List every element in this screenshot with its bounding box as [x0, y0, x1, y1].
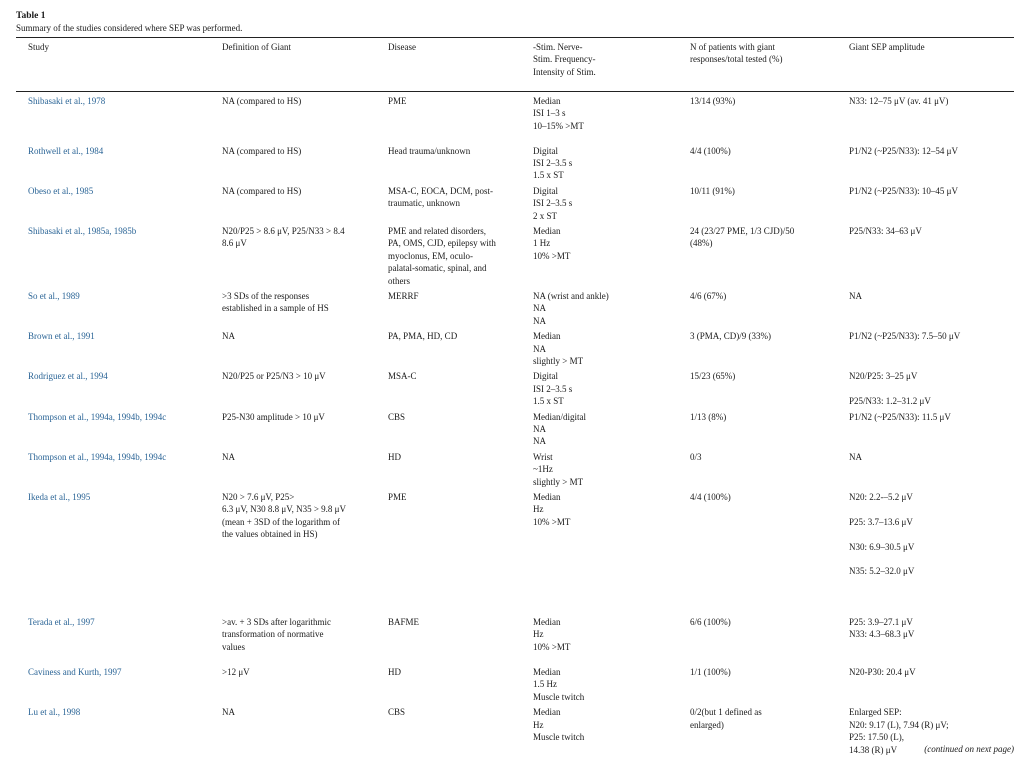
stimulation-cell	[533, 367, 690, 407]
table-row	[16, 703, 1014, 756]
disease-cell	[388, 142, 533, 182]
cell-text-line: P25/N33: 1.2–31.2 μV	[849, 396, 931, 407]
cell-text-line: 14.38 (R) μV	[849, 744, 898, 755]
cell-text-line: >12 μV	[222, 667, 250, 678]
cell-text-line: MERRF	[388, 290, 419, 301]
study-cell[interactable]	[16, 142, 222, 182]
cell-text-line: Median	[533, 96, 561, 106]
cell-text-line: Median	[533, 707, 561, 718]
cell-text-line: Wrist	[533, 451, 553, 462]
cell-text-line: the values obtained in HS)	[222, 529, 318, 540]
cell-text-line: >av. + 3 SDs after logarithmic	[222, 617, 332, 628]
cell-text-line: PA, PMA, HD, CD	[388, 331, 458, 342]
definition-cell	[222, 92, 388, 142]
amplitude-cell	[849, 287, 1014, 327]
cell-text-line: ISI 1–3 s	[533, 108, 566, 119]
amplitude-cell	[849, 327, 1014, 367]
cell-text-line: P25: 17.50 (L),	[849, 732, 904, 743]
stimulation-cell	[533, 408, 690, 448]
column-header	[388, 38, 533, 92]
table-row	[16, 92, 1014, 142]
column-header	[690, 38, 849, 92]
definition-cell	[222, 613, 388, 663]
stimulation-cell	[533, 663, 690, 703]
disease-cell	[388, 287, 533, 327]
study-cell[interactable]	[16, 408, 222, 448]
definition-cell	[222, 182, 388, 222]
amplitude-cell	[849, 222, 1014, 287]
cell-text-line: Hz	[533, 629, 544, 640]
disease-cell	[388, 488, 533, 613]
cell-text-line: N20-P30: 20.4 μV	[849, 667, 916, 678]
cell-text-line: 10% >MT	[533, 516, 571, 527]
table-row	[16, 327, 1014, 367]
cell-text-line: NA (compared to HS)	[222, 96, 302, 106]
study-cell[interactable]	[16, 663, 222, 703]
study-citation-link[interactable]: So et al., 1989	[28, 290, 80, 301]
cell-text-line: ISI 2–3.5 s	[533, 198, 573, 209]
cell-text-line: Median	[533, 331, 561, 342]
column-header-line: N of patients with giant	[690, 42, 775, 52]
cell-text-line: PME and related disorders,	[388, 225, 486, 236]
cell-text-line: 13/14 (93%)	[690, 96, 736, 106]
cell-text-line: 10% >MT	[533, 641, 571, 652]
amplitude-cell	[849, 408, 1014, 448]
definition-cell	[222, 408, 388, 448]
disease-cell	[388, 92, 533, 142]
definition-cell	[222, 663, 388, 703]
amplitude-cell	[849, 448, 1014, 488]
definition-cell	[222, 448, 388, 488]
cell-text-line: palatal-somatic, spinal, and	[388, 263, 487, 274]
table-header-row	[16, 38, 1014, 92]
cell-text-line: NA	[533, 315, 546, 326]
column-header-line: Giant SEP amplitude	[849, 42, 925, 52]
cell-text-line: others	[388, 275, 410, 286]
cell-text-line: (mean + 3SD of the logarithm of	[222, 516, 341, 527]
study-citation-link[interactable]: Lu et al., 1998	[28, 707, 81, 718]
study-cell[interactable]	[16, 287, 222, 327]
cell-text-line: N33: 4.3–68.3 μV	[849, 629, 915, 640]
patients-cell	[690, 613, 849, 663]
stimulation-cell	[533, 142, 690, 182]
patients-cell	[690, 142, 849, 182]
table-row	[16, 448, 1014, 488]
disease-cell	[388, 327, 533, 367]
column-header-line: Disease	[388, 42, 416, 52]
disease-cell	[388, 448, 533, 488]
cell-text-line: Median	[533, 667, 561, 678]
patients-cell	[690, 663, 849, 703]
column-header-line: -Stim. Nerve-	[533, 42, 583, 52]
cell-text-line: N35: 5.2–32.0 μV	[849, 566, 915, 577]
cell-text-line: N33: 12–75 μV (av. 41 μV)	[849, 96, 949, 106]
cell-text-line: Digital	[533, 371, 558, 382]
cell-text-line: Digital	[533, 145, 558, 156]
cell-text-line: MSA-C	[388, 371, 417, 382]
cell-text-line: 1/13 (8%)	[690, 411, 727, 422]
studies-table	[16, 38, 1014, 756]
table-row	[16, 613, 1014, 663]
cell-text-line: 1.5 x ST	[533, 170, 564, 181]
cell-text-line: 6.3 μV, N30 8.8 μV, N35 > 9.8 μV	[222, 504, 346, 515]
study-citation-link[interactable]: Thompson et al., 1994a, 1994b, 1994c	[28, 451, 167, 462]
cell-text-line: 15/23 (65%)	[690, 371, 736, 382]
cell-text-line: NA (compared to HS)	[222, 145, 302, 156]
cell-text-line: 6/6 (100%)	[690, 617, 731, 628]
study-citation-link[interactable]: Ikeda et al., 1995	[28, 492, 91, 503]
cell-text-line: Enlarged SEP:	[849, 707, 902, 718]
study-citation-link[interactable]: Thompson et al., 1994a, 1994b, 1994c	[28, 411, 167, 422]
definition-cell	[222, 142, 388, 182]
column-header	[849, 38, 1014, 92]
stimulation-cell	[533, 222, 690, 287]
study-citation-link[interactable]: Shibasaki et al., 1978	[28, 96, 106, 106]
cell-text-line: traumatic, unknown	[388, 198, 460, 209]
column-header	[16, 38, 222, 92]
study-cell[interactable]	[16, 222, 222, 287]
patients-cell	[690, 703, 849, 756]
amplitude-cell	[849, 367, 1014, 407]
cell-text-line: NA	[849, 451, 862, 462]
definition-cell	[222, 703, 388, 756]
study-cell[interactable]	[16, 448, 222, 488]
stimulation-cell	[533, 488, 690, 613]
cell-text-line: NA	[533, 436, 546, 447]
study-citation-link[interactable]: Caviness and Kurth, 1997	[28, 667, 122, 678]
column-header	[533, 38, 690, 92]
amplitude-cell	[849, 488, 1014, 613]
cell-text-line: N30: 6.9–30.5 μV	[849, 541, 915, 552]
cell-text-line: 10–15% >MT	[533, 120, 584, 131]
cell-text-line: enlarged)	[690, 719, 724, 730]
cell-text-line: NA (compared to HS)	[222, 185, 302, 196]
cell-text-line: Median	[533, 492, 561, 503]
column-header-line: Definition of Giant	[222, 42, 291, 52]
cell-text-line: P1/N2 (~P25/N33): 10–45 μV	[849, 185, 958, 196]
table-row	[16, 408, 1014, 448]
column-header-line: Study	[28, 42, 50, 52]
patients-cell	[690, 367, 849, 407]
cell-text-line: PA, OMS, CJD, epilepsy with	[388, 238, 496, 249]
cell-text-line: N20 > 7.6 μV, P25>	[222, 492, 295, 503]
cell-text-line: 4/4 (100%)	[690, 492, 731, 503]
cell-text-line: NA	[533, 343, 546, 354]
study-citation-link[interactable]: Obeso et al., 1985	[28, 185, 94, 196]
cell-text-line: 10% >MT	[533, 250, 571, 261]
patients-cell	[690, 408, 849, 448]
cell-text-line: 3 (PMA, CD)/9 (33%)	[690, 331, 771, 342]
cell-text-line: (48%)	[690, 238, 713, 249]
cell-text-line: NA	[222, 331, 235, 342]
table-row	[16, 287, 1014, 327]
definition-cell	[222, 488, 388, 613]
cell-text-line: ISI 2–3.5 s	[533, 383, 573, 394]
definition-cell	[222, 327, 388, 367]
cell-text-line: 24 (23/27 PME, 1/3 CJD)/50	[690, 225, 795, 236]
disease-cell	[388, 663, 533, 703]
cell-text-line: PME	[388, 492, 407, 503]
study-citation-link[interactable]: Rodriguez et al., 1994	[28, 371, 108, 382]
cell-text-line: 10/11 (91%)	[690, 185, 735, 196]
stimulation-cell	[533, 613, 690, 663]
definition-cell	[222, 222, 388, 287]
cell-text-line: NA	[222, 707, 235, 718]
cell-text-line: 0/2(but 1 defined as	[690, 707, 762, 718]
disease-cell	[388, 613, 533, 663]
cell-spacer	[849, 503, 1014, 515]
table-container	[16, 10, 1014, 756]
study-cell[interactable]	[16, 488, 222, 613]
cell-text-line: Median	[533, 225, 561, 236]
cell-text-line: NA (wrist and ankle)	[533, 290, 609, 301]
cell-text-line: P25-N30 amplitude > 10 μV	[222, 411, 325, 422]
cell-text-line: Muscle twitch	[533, 732, 585, 743]
cell-text-line: BAFME	[388, 617, 420, 628]
amplitude-cell	[849, 613, 1014, 663]
cell-text-line: Hz	[533, 504, 544, 515]
definition-cell	[222, 287, 388, 327]
cell-text-line: N20/P25 > 8.6 μV, P25/N33 > 8.4	[222, 225, 345, 236]
study-citation-link[interactable]: Rothwell et al., 1984	[28, 145, 104, 156]
cell-text-line: P1/N2 (~P25/N33): 11.5 μV	[849, 411, 951, 422]
cell-text-line: NA	[849, 290, 862, 301]
cell-spacer	[849, 383, 1014, 395]
amplitude-cell	[849, 182, 1014, 222]
cell-text-line: Head trauma/unknown	[388, 145, 471, 156]
cell-text-line: 1/1 (100%)	[690, 667, 731, 678]
table-body	[16, 92, 1014, 756]
disease-cell	[388, 182, 533, 222]
cell-text-line: Muscle twitch	[533, 691, 585, 702]
cell-text-line: PME	[388, 96, 407, 106]
cell-text-line: NA	[533, 303, 546, 314]
cell-text-line: P25: 3.7–13.6 μV	[849, 516, 913, 527]
disease-cell	[388, 408, 533, 448]
stimulation-cell	[533, 327, 690, 367]
patients-cell	[690, 488, 849, 613]
cell-text-line: >3 SDs of the responses	[222, 290, 310, 301]
cell-text-line: N20/P25 or P25/N3 > 10 μV	[222, 371, 326, 382]
study-cell[interactable]	[16, 703, 222, 756]
cell-text-line: NA	[533, 424, 546, 435]
study-citation-link[interactable]: Shibasaki et al., 1985a, 1985b	[28, 225, 137, 236]
cell-text-line: ~1Hz	[533, 464, 553, 475]
cell-text-line: 0/3	[690, 451, 702, 462]
study-cell[interactable]	[16, 613, 222, 663]
cell-text-line: 8.6 μV	[222, 238, 247, 249]
study-citation-link[interactable]: Brown et al., 1991	[28, 331, 95, 342]
study-cell[interactable]	[16, 367, 222, 407]
study-citation-link[interactable]: Terada et al., 1997	[28, 617, 95, 628]
cell-text-line: P1/N2 (~P25/N33): 7.5–50 μV	[849, 331, 961, 342]
cell-text-line: slightly > MT	[533, 476, 584, 487]
column-header-line: Stim. Frequency-	[533, 54, 596, 65]
cell-text-line: 4/6 (67%)	[690, 290, 727, 301]
study-cell[interactable]	[16, 182, 222, 222]
column-header-line: responses/total tested (%)	[690, 54, 783, 65]
cell-text-line: N20/P25: 3–25 μV	[849, 371, 918, 382]
cell-text-line: slightly > MT	[533, 356, 584, 366]
cell-text-line: N20: 2.2-–5.2 μV	[849, 492, 913, 503]
stimulation-cell	[533, 448, 690, 488]
stimulation-cell	[533, 703, 690, 756]
cell-text-line: 2 x ST	[533, 210, 558, 221]
cell-text-line: established in a sample of HS	[222, 303, 329, 314]
column-header	[222, 38, 388, 92]
cell-spacer	[849, 553, 1014, 565]
cell-text-line: myoclonus, EM, oculo-	[388, 250, 473, 261]
cell-text-line: Digital	[533, 185, 558, 196]
cell-text-line: P1/N2 (~P25/N33): 12–54 μV	[849, 145, 958, 156]
table-row	[16, 142, 1014, 182]
study-cell[interactable]	[16, 92, 222, 142]
cell-spacer	[849, 528, 1014, 540]
table-caption: Summary of the studies considered where SEP was performed.	[16, 23, 243, 33]
table-row	[16, 182, 1014, 222]
study-cell[interactable]	[16, 327, 222, 367]
amplitude-cell	[849, 92, 1014, 142]
cell-text-line: N20: 9.17 (L), 7.94 (R) μV;	[849, 719, 949, 730]
patients-cell	[690, 222, 849, 287]
stimulation-cell	[533, 92, 690, 142]
cell-text-line: 1 Hz	[533, 238, 551, 249]
cell-text-line: 1.5 Hz	[533, 679, 557, 690]
cell-text-line: HD	[388, 667, 401, 678]
cell-text-line: P25/N33: 34–63 μV	[849, 225, 922, 236]
cell-text-line: HD	[388, 451, 401, 462]
table-row	[16, 367, 1014, 407]
cell-text-line: 4/4 (100%)	[690, 145, 731, 156]
cell-text-line: MSA-C, EOCA, DCM, post-	[388, 185, 494, 196]
disease-cell	[388, 222, 533, 287]
stimulation-cell	[533, 182, 690, 222]
cell-text-line: P25: 3.9–27.1 μV	[849, 617, 913, 628]
continued-note: (continued on next page)	[924, 744, 1014, 754]
patients-cell	[690, 448, 849, 488]
table-row	[16, 488, 1014, 613]
cell-text-line: 1.5 x ST	[533, 396, 564, 407]
amplitude-cell	[849, 142, 1014, 182]
cell-text-line: Median	[533, 617, 561, 628]
cell-text-line: ISI 2–3.5 s	[533, 157, 573, 168]
cell-text-line: transformation of normative	[222, 629, 324, 640]
table-title: Table 1	[16, 11, 46, 21]
patients-cell	[690, 327, 849, 367]
disease-cell	[388, 703, 533, 756]
disease-cell	[388, 367, 533, 407]
cell-text-line: NA	[222, 451, 235, 462]
cell-text-line: Hz	[533, 719, 544, 730]
definition-cell	[222, 367, 388, 407]
stimulation-cell	[533, 287, 690, 327]
cell-text-line: values	[222, 641, 245, 652]
column-header-line: Intensity of Stim.	[533, 66, 596, 77]
cell-text-line: Median/digital	[533, 411, 586, 422]
table-row	[16, 663, 1014, 703]
patients-cell	[690, 92, 849, 142]
table-row	[16, 222, 1014, 287]
patients-cell	[690, 287, 849, 327]
patients-cell	[690, 182, 849, 222]
cell-text-line: CBS	[388, 707, 406, 718]
cell-text-line: CBS	[388, 411, 406, 422]
amplitude-cell	[849, 663, 1014, 703]
